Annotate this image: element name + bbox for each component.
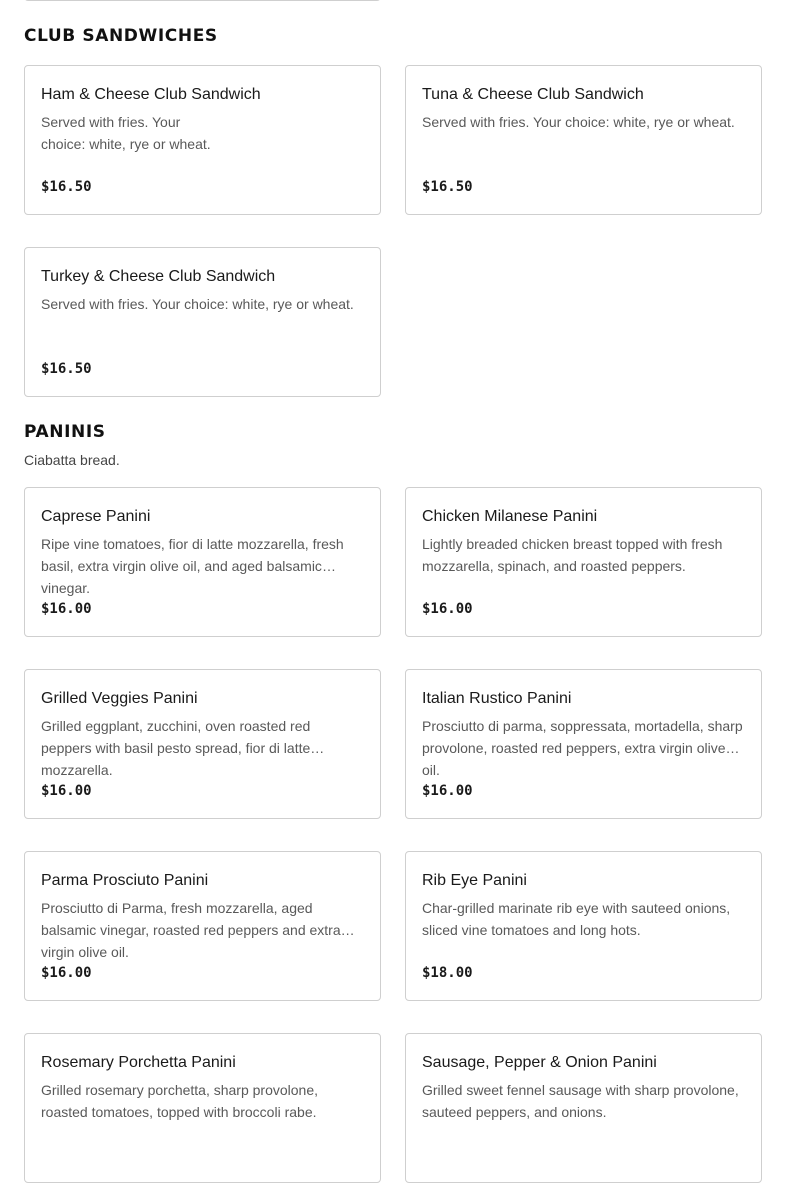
- menu-item-price: $18.00: [422, 965, 473, 981]
- menu-item-card[interactable]: [24, 851, 381, 1001]
- menu-item-name: Parma Prosciuto Panini: [41, 872, 209, 889]
- menu-item-card[interactable]: [24, 1033, 381, 1183]
- menu-item-description: Char-grilled marinate rib eye with sauteed onions, sliced vine tomatoes and long hots.: [422, 900, 731, 938]
- menu-item-card[interactable]: [24, 669, 381, 819]
- menu-item-description: Grilled sweet fennel sausage with sharp provolone, sauteed peppers, and onions.: [422, 1082, 739, 1120]
- menu-item-name: Rosemary Porchetta Panini: [41, 1054, 236, 1071]
- menu-item-price: $16.00: [422, 783, 473, 799]
- section-title-club-sandwiches: CLUB SANDWICHES: [24, 26, 218, 46]
- menu-item-name: Tuna & Cheese Club Sandwich: [422, 86, 644, 103]
- menu-item-price: $16.00: [422, 601, 473, 617]
- menu-item-card[interactable]: [405, 669, 762, 819]
- menu-item-price: $16.00: [41, 783, 92, 799]
- menu-item-name: Rib Eye Panini: [422, 872, 527, 889]
- menu-item-description: Served with fries. Your choice: white, rye or wheat.: [41, 114, 211, 152]
- menu-item-description: Lightly breaded chicken breast topped with fresh mozzarella, spinach, and roasted peppers.: [422, 536, 723, 574]
- menu-item-description: Prosciutto di parma, soppressata, mortadella, sharp provolone, roasted red peppers, extra virgin olive oil.: [422, 718, 743, 778]
- menu-item-card[interactable]: [24, 487, 381, 637]
- menu-item-name: Ham & Cheese Club Sandwich: [41, 86, 261, 103]
- section-description-paninis: Ciabatta bread.: [24, 452, 120, 468]
- previous-menu-item-card[interactable]: [24, 0, 381, 1]
- menu-item-price: $16.50: [41, 361, 92, 377]
- menu-item-name: Sausage, Pepper & Onion Panini: [422, 1054, 657, 1071]
- menu-item-description: Prosciutto di Parma, fresh mozzarella, aged balsamic vinegar, roasted red peppers and extra virgin olive oil.: [41, 900, 341, 960]
- menu-item-card[interactable]: [24, 65, 381, 215]
- menu-item-price: $16.00: [41, 601, 92, 617]
- menu-item-card[interactable]: [405, 1033, 762, 1183]
- menu-item-description: Ripe vine tomatoes, fior di latte mozzarella, fresh basil, extra virgin olive oil, and aged balsamic vinegar.: [41, 536, 344, 596]
- menu-item-card[interactable]: [24, 247, 381, 397]
- menu-item-description: Served with fries. Your choice: white, rye or wheat.: [422, 114, 735, 130]
- menu-item-name: Chicken Milanese Panini: [422, 508, 598, 525]
- menu-item-card[interactable]: [405, 487, 762, 637]
- menu-item-price: $16.50: [41, 179, 92, 195]
- menu-item-card[interactable]: [405, 851, 762, 1001]
- menu-item-price: $16.50: [422, 179, 473, 195]
- menu-item-name: Italian Rustico Panini: [422, 690, 572, 707]
- menu-item-name: Grilled Veggies Panini: [41, 690, 198, 707]
- menu-item-description: Grilled rosemary porchetta, sharp provolone, roasted tomatoes, topped with broccoli rabe.: [41, 1082, 319, 1120]
- menu-item-price: $16.00: [41, 965, 92, 981]
- menu-item-card[interactable]: [405, 65, 762, 215]
- section-title-paninis: PANINIS: [24, 422, 106, 442]
- menu-item-name: Turkey & Cheese Club Sandwich: [41, 268, 276, 285]
- menu-item-description: Grilled eggplant, zucchini, oven roasted red peppers with basil pesto spread, fior di latte mozzarella.: [41, 718, 311, 778]
- menu-item-name: Caprese Panini: [41, 508, 151, 525]
- menu-item-description: Served with fries. Your choice: white, rye or wheat.: [41, 296, 354, 312]
